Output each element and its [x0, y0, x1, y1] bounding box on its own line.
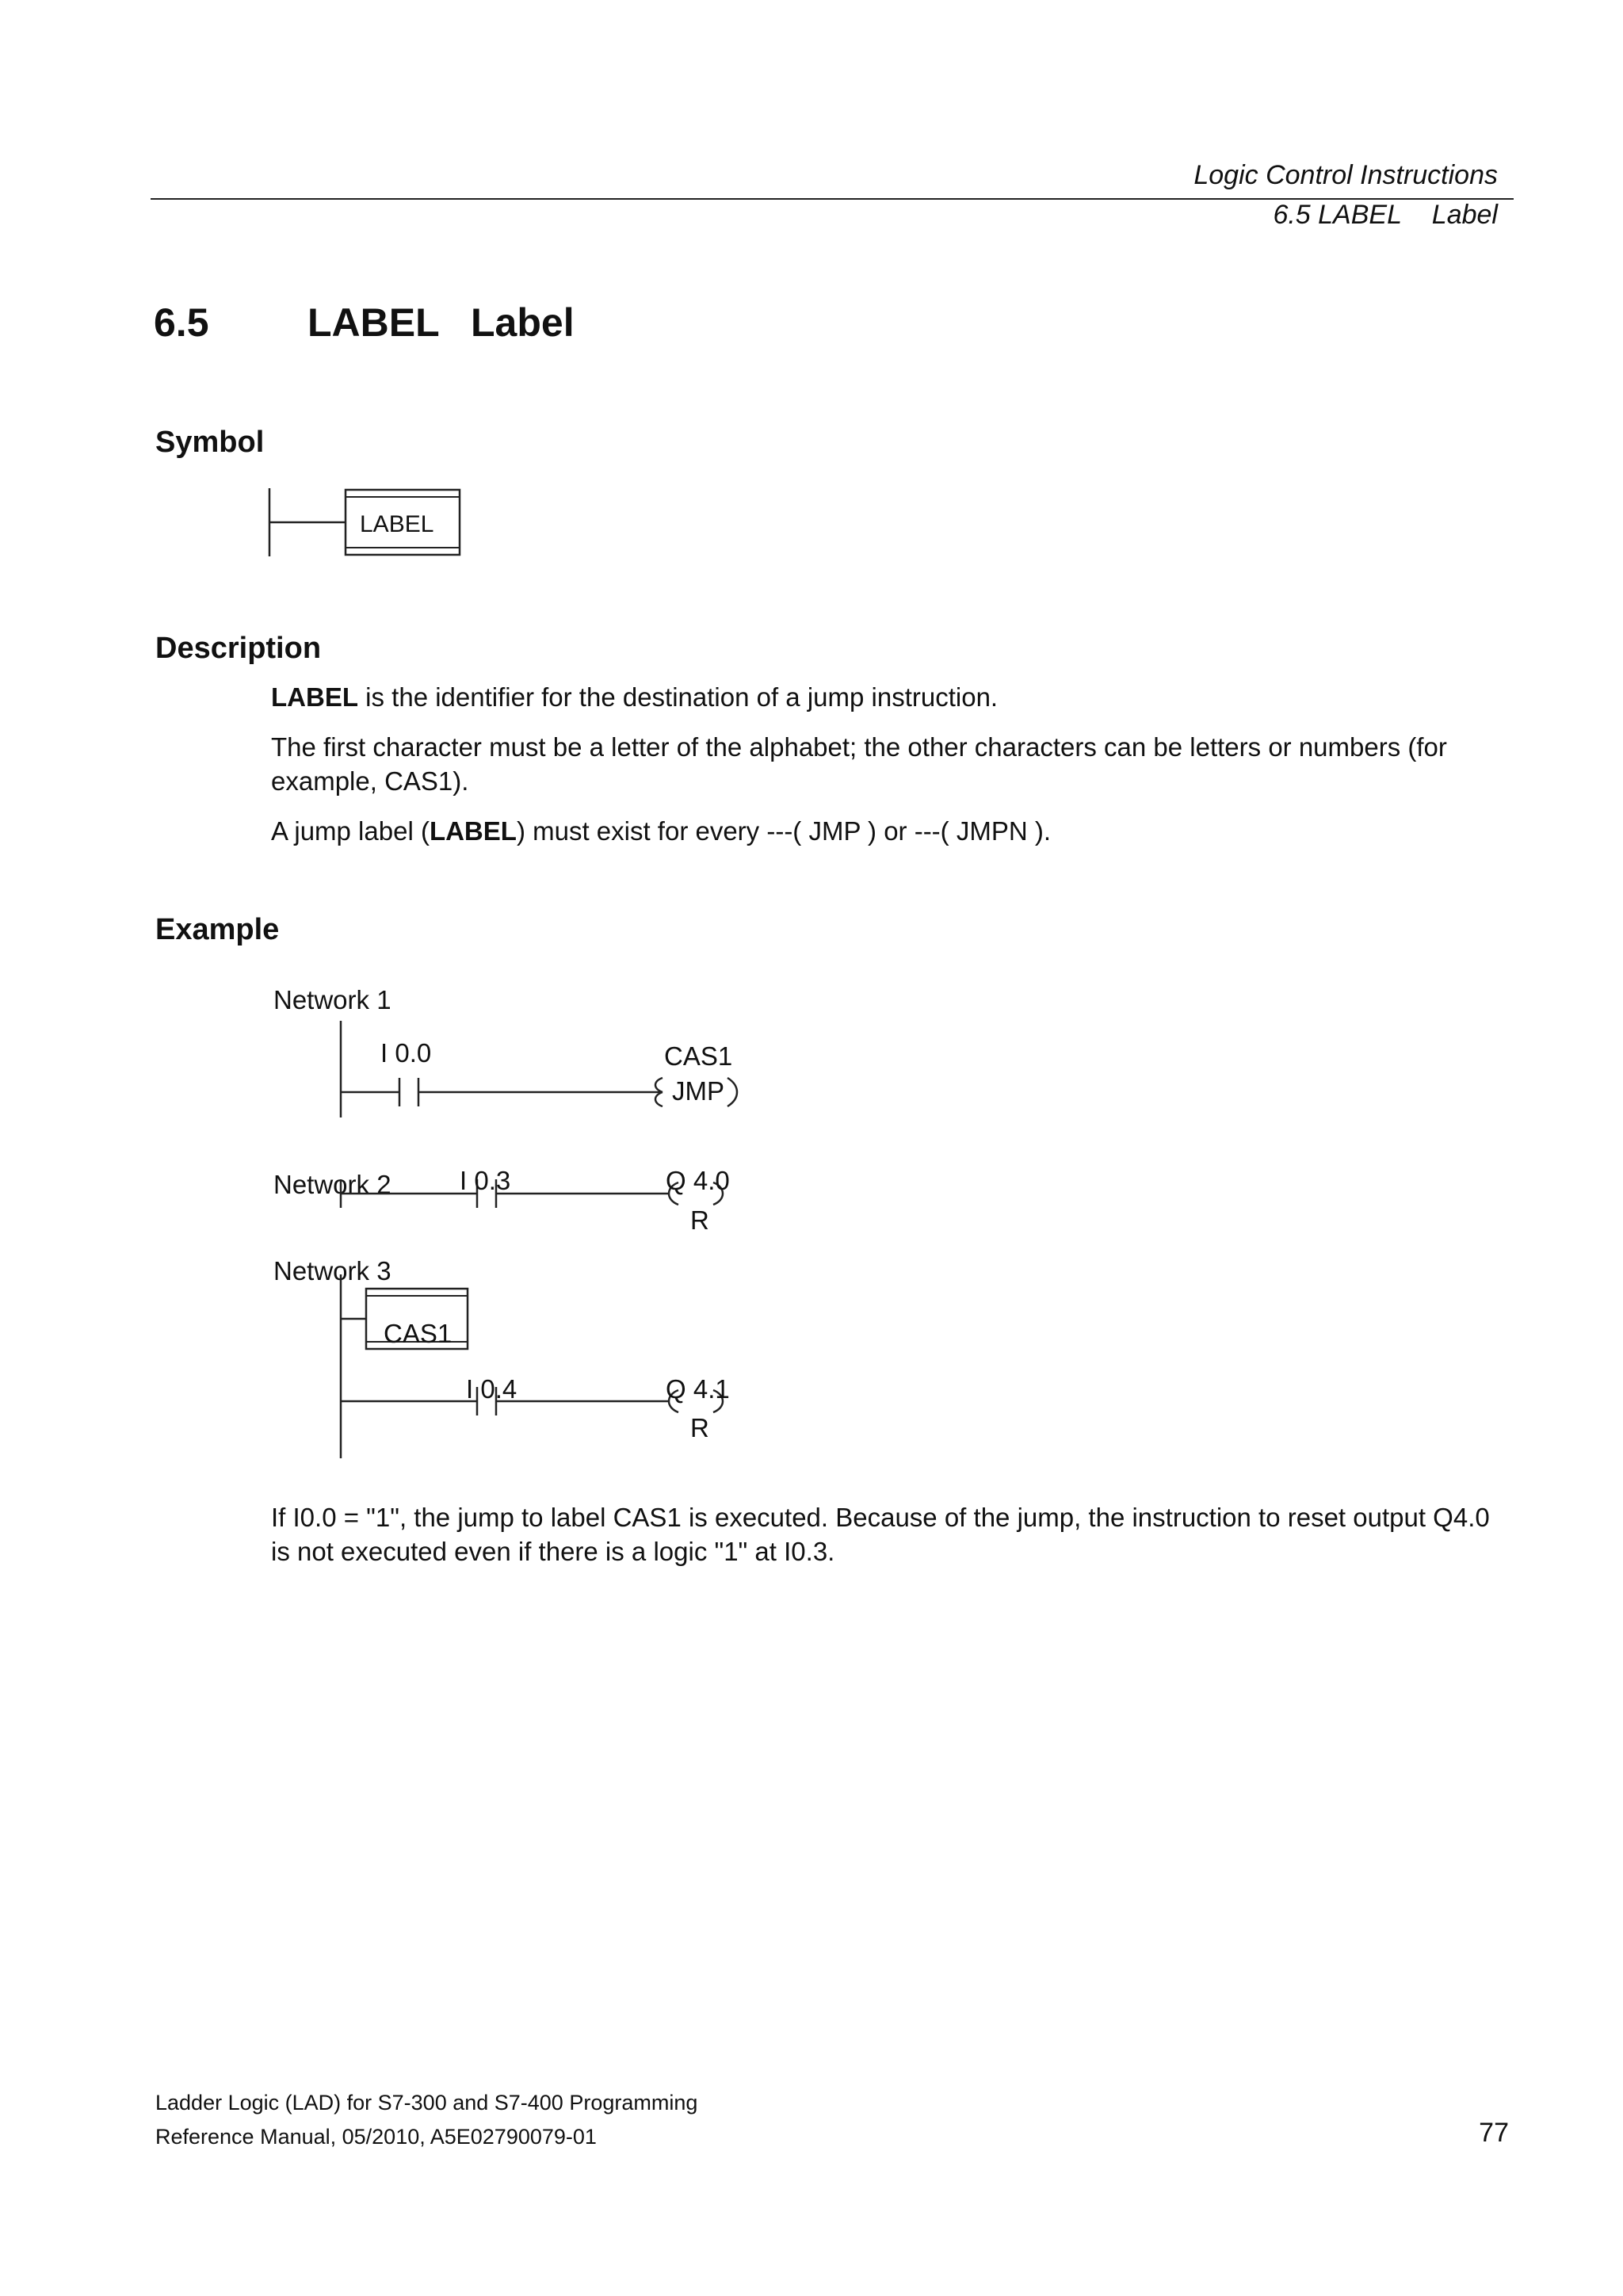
running-header-section-name: Label: [1431, 200, 1498, 230]
n1-coil-left-arc: [655, 1078, 663, 1092]
n3-coil-text: R: [690, 1413, 709, 1442]
n3-label-box-text: CAS1: [384, 1319, 453, 1348]
n3-contact-address: I 0.4: [466, 1374, 517, 1404]
description-paragraph-2: The first character must be a letter of the alphabet; the other characters can be letters or numbers (for example, CAS1).: [271, 732, 1447, 796]
section-number: 6.5: [154, 300, 209, 345]
section-name: Label: [471, 300, 575, 345]
n2-coil-text: R: [690, 1205, 709, 1235]
n2-output-address: Q 4.0: [666, 1166, 730, 1195]
description-heading: Description: [155, 632, 322, 665]
n1-jump-target: CAS1: [664, 1041, 733, 1071]
n1-coil-right-arc: [727, 1078, 737, 1106]
n3-output-address: Q 4.1: [666, 1374, 730, 1404]
running-header-chapter: Logic Control Instructions: [1193, 160, 1498, 190]
label-symbol-diagram: [262, 483, 475, 563]
description-p1-text: is the identifier for the destination of a jump instruction.: [358, 682, 999, 712]
n1-coil-text: JMP: [672, 1076, 724, 1106]
label-box-text: LABEL: [360, 511, 434, 537]
running-header-section-number: 6.5 LABEL: [1273, 200, 1402, 230]
description-p1-keyword: LABEL: [271, 682, 358, 712]
footer-line-2: Reference Manual, 05/2010, A5E02790079-01: [155, 2125, 597, 2149]
network-2-label: Network 2: [273, 1170, 391, 1199]
n1-contact-address: I 0.0: [380, 1038, 432, 1068]
example-explanation: If I0.0 = "1", the jump to label CAS1 is executed. Because of the jump, the instruction to reset output Q4.0 is not executed even if there is a logic "1" at I0.3.: [271, 1503, 1490, 1566]
description-p3-text-a: A jump label (: [271, 816, 430, 846]
description-p3-keyword: LABEL: [429, 816, 517, 846]
n2-contact-address: I 0.3: [460, 1166, 511, 1195]
section-keyword: LABEL: [307, 300, 440, 345]
network-3-label: Network 3: [273, 1256, 391, 1286]
symbol-heading: Symbol: [155, 426, 265, 459]
page-number: 77: [1479, 2118, 1509, 2148]
footer-line-1: Ladder Logic (LAD) for S7-300 and S7-400 Programming: [155, 2091, 698, 2115]
running-header-section: [1273, 200, 1498, 231]
description-paragraph-3: [271, 814, 1515, 848]
description-paragraph-1: [271, 680, 1515, 714]
example-heading: Example: [155, 913, 280, 946]
description-p3-text-b: ) must exist for every ---( JMP ) or ---( JMPN ).: [516, 816, 1051, 846]
network-1-label: Network 1: [273, 985, 391, 1014]
